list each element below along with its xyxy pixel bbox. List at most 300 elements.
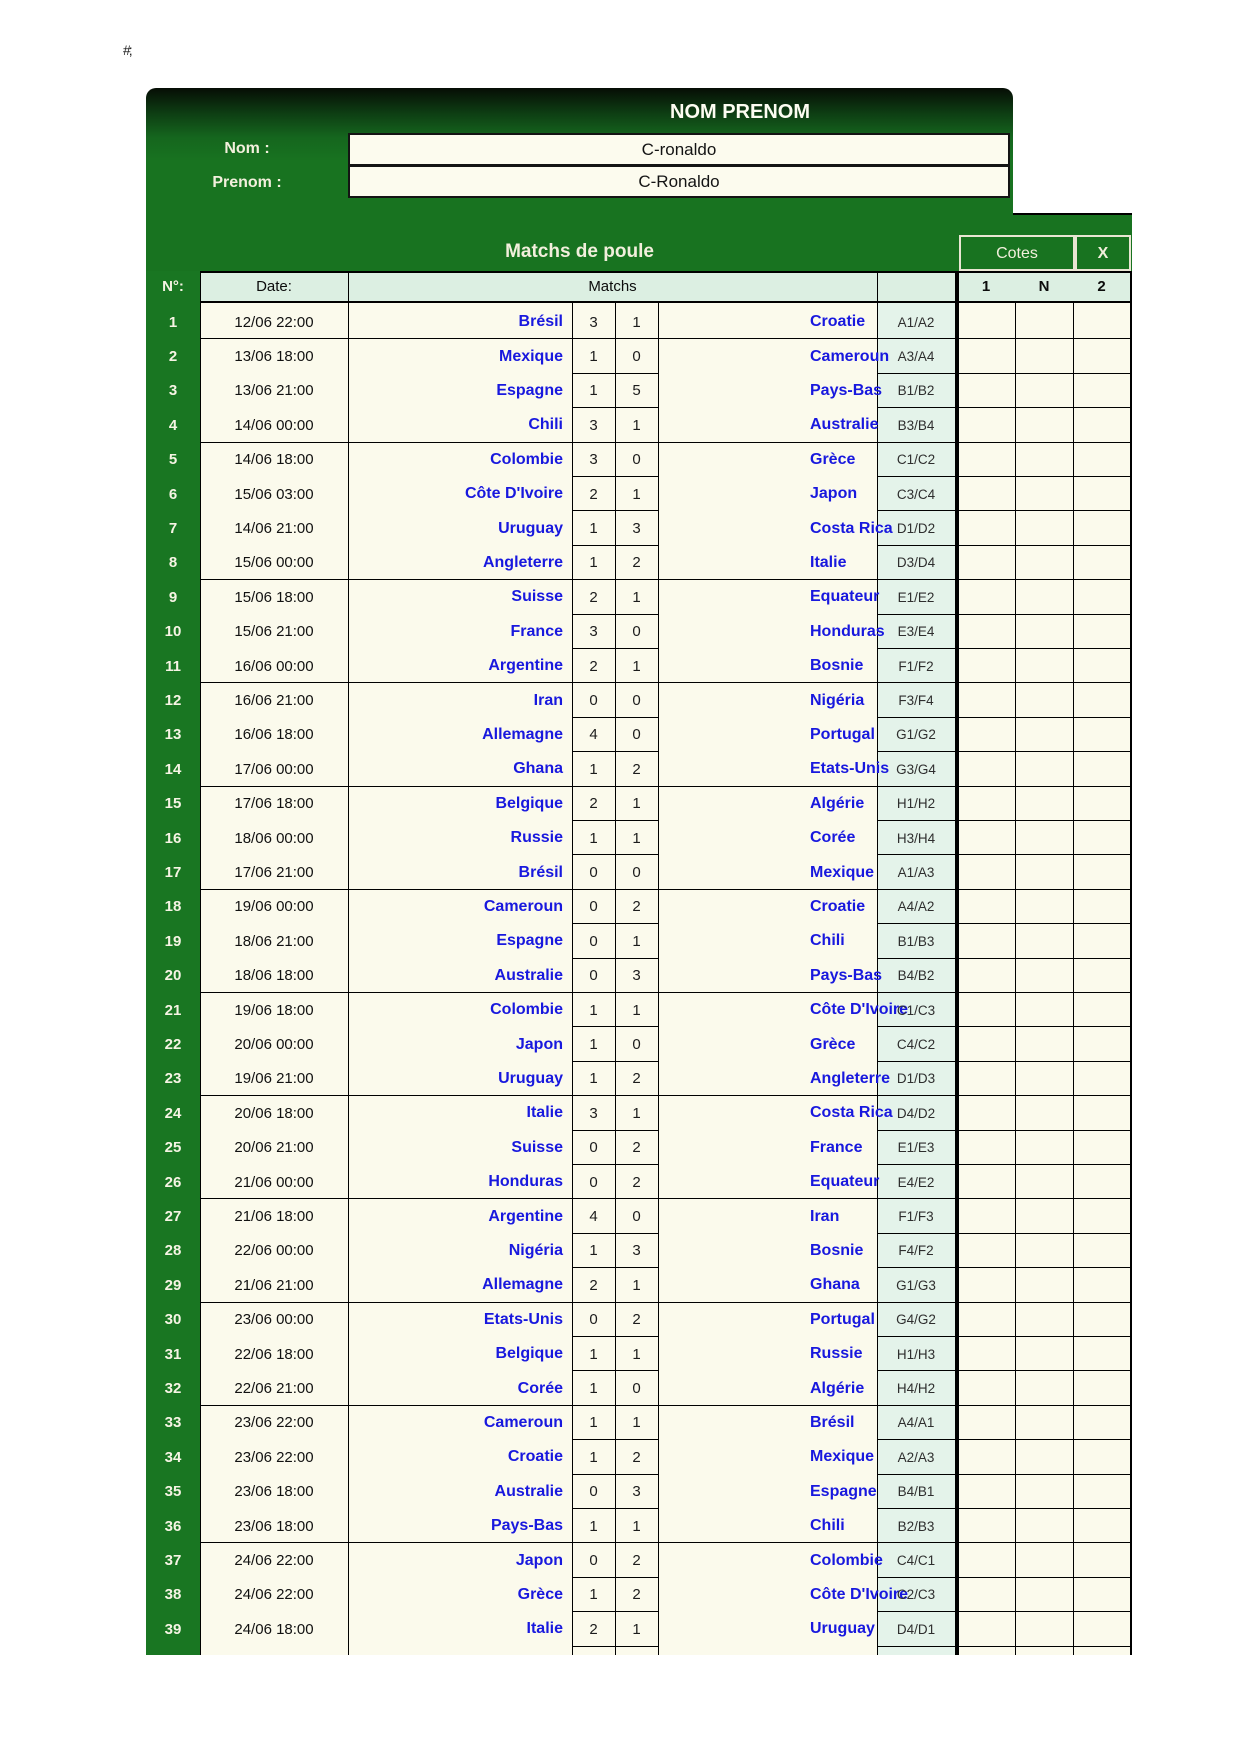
odds-cell-2[interactable]	[1073, 1165, 1130, 1199]
odds-cell-2[interactable]	[1073, 1303, 1130, 1337]
match-date: 22/06 21:00	[234, 1380, 314, 1398]
home-team: Suisse	[511, 1138, 563, 1156]
away-score: 0	[632, 1208, 641, 1226]
home-score: 1	[589, 1001, 598, 1019]
odds-cell-n[interactable]	[1015, 580, 1073, 614]
odds-cell-2[interactable]	[1073, 1234, 1130, 1268]
match-date: 16/06 00:00	[234, 657, 314, 675]
match-date: 15/06 03:00	[234, 485, 314, 503]
table-row	[146, 649, 1132, 683]
match-date: 19/06 00:00	[234, 898, 314, 916]
odds-cell-1[interactable]	[959, 1406, 1015, 1440]
home-score: 2	[589, 795, 598, 813]
table-row	[146, 546, 1132, 580]
away-team: Grèce	[810, 1035, 856, 1053]
group-code: G3/G4	[896, 761, 936, 777]
away-team: Croatie	[810, 313, 866, 331]
odds-cell-n[interactable]	[1015, 649, 1073, 683]
odds-cell-1[interactable]	[959, 1303, 1015, 1337]
header-odds-1: 1	[981, 278, 991, 295]
away-score: 1	[632, 1345, 641, 1363]
match-number: 38	[164, 1586, 182, 1604]
match-number: 4	[168, 416, 178, 434]
match-number: 3	[168, 382, 178, 400]
home-score: 1	[589, 1242, 598, 1260]
group-code: C1/C2	[896, 452, 936, 468]
odds-cell-n[interactable]	[1015, 1475, 1073, 1509]
match-date: 12/06 22:00	[234, 313, 314, 331]
odds-cell-1[interactable]	[959, 1543, 1015, 1577]
home-team: Etats-Unis	[483, 1310, 563, 1328]
home-team: Allemagne	[482, 1276, 563, 1294]
match-number: 32	[164, 1380, 182, 1398]
odds-cell-2[interactable]	[1073, 580, 1130, 614]
odds-cell-n[interactable]	[1015, 374, 1073, 408]
match-number: 9	[168, 588, 178, 606]
group-code: A1/A2	[897, 314, 935, 330]
odds-cell-1[interactable]	[959, 787, 1015, 821]
home-team: Japon	[515, 1551, 563, 1569]
match-number: 24	[164, 1104, 182, 1122]
odds-cell-1[interactable]	[959, 1337, 1015, 1371]
odds-cell-2[interactable]	[1073, 1406, 1130, 1440]
home-team: Cameroun	[483, 897, 563, 915]
odds-cell-1[interactable]	[959, 1440, 1015, 1474]
home-team: Brésil	[518, 863, 563, 881]
odds-cell-2[interactable]	[1073, 1578, 1130, 1612]
table-row	[146, 959, 1132, 993]
odds-cell-1[interactable]	[959, 1027, 1015, 1061]
away-team: Algérie	[810, 1379, 865, 1397]
odds-cell-2[interactable]	[1073, 1027, 1130, 1061]
table-row	[146, 1062, 1132, 1096]
table-row	[146, 718, 1132, 752]
prenom-input[interactable]: C-Ronaldo	[348, 165, 1010, 198]
odds-cell-n[interactable]	[1015, 1096, 1073, 1130]
odds-cell-n[interactable]	[1015, 1131, 1073, 1165]
home-team: Russie	[510, 829, 563, 847]
away-score: 0	[632, 1036, 641, 1054]
odds-cell-1[interactable]	[959, 683, 1015, 717]
odds-cell-n[interactable]	[1015, 1027, 1073, 1061]
group-code: B3/B4	[897, 417, 935, 433]
odds-cell-2[interactable]	[1073, 374, 1130, 408]
table-row	[146, 1475, 1132, 1509]
odds-cell-n[interactable]	[1015, 477, 1073, 511]
worksheet	[146, 88, 1132, 1655]
group-code: C4/C1	[896, 1553, 936, 1569]
home-score: 1	[589, 1036, 598, 1054]
match-date: 23/06 18:00	[234, 1517, 314, 1535]
odds-cell-2[interactable]	[1073, 1509, 1130, 1543]
table-row	[146, 821, 1132, 855]
home-team: Argentine	[488, 657, 563, 675]
match-date: 19/06 18:00	[234, 1001, 314, 1019]
odds-cell-2[interactable]	[1073, 993, 1130, 1027]
odds-cell-n[interactable]	[1015, 305, 1073, 339]
match-date: 18/06 00:00	[234, 829, 314, 847]
home-score: 3	[589, 1104, 598, 1122]
away-team: Cameroun	[810, 347, 890, 365]
odds-cell-n[interactable]	[1015, 1440, 1073, 1474]
away-team: Pays-Bas	[810, 381, 883, 399]
away-score: 0	[632, 864, 641, 882]
odds-cell-n[interactable]	[1015, 855, 1073, 889]
home-team: Australie	[494, 966, 563, 984]
match-number: 37	[164, 1552, 182, 1570]
table-row	[146, 1234, 1132, 1268]
group-code: D3/D4	[896, 555, 936, 571]
odds-cell-2[interactable]	[1073, 752, 1130, 786]
sheet-title: NOM PRENOM	[670, 101, 810, 123]
away-team: Bosnie	[810, 657, 864, 675]
odds-cell-n[interactable]	[1015, 1543, 1073, 1577]
odds-cell-n[interactable]	[1015, 993, 1073, 1027]
home-team: Colombie	[490, 450, 563, 468]
away-team: Etats-Unis	[810, 760, 890, 778]
odds-cell-1[interactable]	[959, 1234, 1015, 1268]
section-title: Matchs de poule	[505, 241, 654, 262]
match-date: 14/06 00:00	[234, 416, 314, 434]
away-score: 1	[632, 829, 641, 847]
odds-cell-2[interactable]	[1073, 787, 1130, 821]
odds-cell-1[interactable]	[959, 374, 1015, 408]
table-row	[146, 1337, 1132, 1371]
odds-cell-1[interactable]	[959, 959, 1015, 993]
group-code: H1/H2	[896, 796, 936, 812]
odds-cell-1[interactable]	[959, 615, 1015, 649]
odds-cell-n[interactable]	[1015, 1165, 1073, 1199]
away-team: Portugal	[810, 725, 875, 743]
odds-cell-2[interactable]	[1073, 546, 1130, 580]
group-code: F4/F2	[898, 1243, 934, 1259]
odds-cell-2[interactable]	[1073, 959, 1130, 993]
corner-mark: #;	[123, 42, 131, 58]
away-team: Mexique	[810, 1448, 875, 1466]
group-code: E3/E4	[897, 624, 935, 640]
away-score: 0	[632, 623, 641, 641]
match-date: 15/06 18:00	[234, 588, 314, 606]
odds-cell-1[interactable]	[959, 1199, 1015, 1233]
odds-cell-n[interactable]	[1015, 821, 1073, 855]
odds-cell-n[interactable]	[1015, 1199, 1073, 1233]
home-team: Allemagne	[482, 725, 563, 743]
away-score: 1	[632, 1001, 641, 1019]
odds-cell-n[interactable]	[1015, 1612, 1073, 1646]
match-number: 36	[164, 1517, 182, 1535]
group-code: B4/B2	[897, 968, 935, 984]
table-row	[146, 305, 1132, 339]
odds-cell-1[interactable]	[959, 1062, 1015, 1096]
match-number: 23	[164, 1070, 182, 1088]
home-score: 1	[589, 1070, 598, 1088]
odds-cell-2[interactable]	[1073, 855, 1130, 889]
home-team: Belgique	[495, 794, 563, 812]
home-team: Iran	[533, 691, 563, 709]
home-score: 1	[589, 1345, 598, 1363]
header-odds-2: 2	[1097, 278, 1106, 295]
odds-cell-1[interactable]	[959, 821, 1015, 855]
odds-cell-n[interactable]	[1015, 1406, 1073, 1440]
odds-cell-2[interactable]	[1073, 1543, 1130, 1577]
away-score: 2	[632, 554, 641, 572]
match-number: 29	[164, 1276, 182, 1294]
odds-cell-2[interactable]	[1073, 924, 1130, 958]
odds-cell-1[interactable]	[959, 1509, 1015, 1543]
odds-cell-2[interactable]	[1073, 1199, 1130, 1233]
away-team: Ghana	[810, 1276, 860, 1294]
group-code: G4/G2	[896, 1312, 936, 1328]
odds-cell-n[interactable]	[1015, 1337, 1073, 1371]
match-number: 6	[168, 485, 178, 503]
away-team: Brésil	[810, 1413, 855, 1431]
away-score: 1	[632, 1620, 641, 1638]
home-team: Italie	[526, 1104, 563, 1122]
home-team: Pays-Bas	[490, 1517, 563, 1535]
odds-cell-2[interactable]	[1073, 1096, 1130, 1130]
home-score: 0	[589, 1311, 598, 1329]
odds-cell-1[interactable]	[959, 718, 1015, 752]
odds-cell-1[interactable]	[959, 1371, 1015, 1405]
odds-cell-n[interactable]	[1015, 511, 1073, 545]
match-number: 14	[164, 760, 182, 778]
match-number: 27	[164, 1208, 182, 1226]
table-row	[146, 855, 1132, 889]
odds-cell-1[interactable]	[959, 511, 1015, 545]
match-number: 30	[164, 1311, 182, 1329]
match-number: 12	[164, 692, 182, 710]
table-row	[146, 993, 1132, 1027]
odds-cell-1[interactable]	[959, 752, 1015, 786]
match-date: 14/06 21:00	[234, 520, 314, 538]
away-team: Grèce	[810, 450, 856, 468]
away-team: Bosnie	[810, 1241, 864, 1259]
odds-cell-2[interactable]	[1073, 1131, 1130, 1165]
match-date: 18/06 18:00	[234, 967, 314, 985]
odds-cell-n[interactable]	[1015, 615, 1073, 649]
group-code: F1/F3	[898, 1209, 934, 1225]
match-date: 20/06 00:00	[234, 1036, 314, 1054]
odds-cell-1[interactable]	[959, 1165, 1015, 1199]
group-code: F1/F2	[898, 658, 934, 674]
odds-cell-1[interactable]	[959, 580, 1015, 614]
odds-cell-n[interactable]	[1015, 718, 1073, 752]
match-number: 11	[165, 657, 181, 675]
away-team: Corée	[810, 829, 856, 847]
home-team: Mexique	[498, 347, 563, 365]
match-number: 2	[168, 348, 178, 366]
odds-cell-n[interactable]	[1015, 443, 1073, 477]
away-team: Algérie	[810, 794, 865, 812]
odds-cell-1[interactable]	[959, 477, 1015, 511]
odds-cell-2[interactable]	[1073, 615, 1130, 649]
odds-cell-n[interactable]	[1015, 546, 1073, 580]
table-row	[146, 374, 1132, 408]
odds-cell-2[interactable]	[1073, 443, 1130, 477]
odds-cell-n[interactable]	[1015, 890, 1073, 924]
group-code: B4/B1	[897, 1484, 935, 1500]
odds-cell-1[interactable]	[959, 408, 1015, 442]
odds-cell-1[interactable]	[959, 339, 1015, 373]
match-number: 25	[164, 1139, 182, 1157]
home-score: 1	[589, 1414, 598, 1432]
odds-cell-n[interactable]	[1015, 787, 1073, 821]
odds-cell-1[interactable]	[959, 1578, 1015, 1612]
away-score: 3	[632, 1242, 641, 1260]
away-score: 3	[632, 520, 641, 538]
odds-cell-2[interactable]	[1073, 305, 1130, 339]
away-team: Colombie	[810, 1551, 883, 1569]
odds-cell-1[interactable]	[959, 890, 1015, 924]
away-team: Equateur	[810, 588, 880, 606]
table-row	[146, 1440, 1132, 1474]
odds-cell-n[interactable]	[1015, 408, 1073, 442]
group-code: A1/A3	[897, 865, 935, 881]
away-team: Honduras	[810, 622, 885, 640]
odds-cell-1[interactable]	[959, 305, 1015, 339]
group-code: D1/D3	[896, 1071, 936, 1087]
odds-cell-1[interactable]	[959, 546, 1015, 580]
odds-cell-n[interactable]	[1015, 1062, 1073, 1096]
match-date: 23/06 00:00	[234, 1311, 314, 1329]
match-number: 1	[168, 313, 178, 331]
home-score: 1	[589, 554, 598, 572]
home-score: 0	[589, 864, 598, 882]
odds-cell-2[interactable]	[1073, 339, 1130, 373]
away-score: 0	[632, 451, 641, 469]
odds-cell-n[interactable]	[1015, 1303, 1073, 1337]
away-score: 2	[632, 1139, 641, 1157]
odds-cell-n[interactable]	[1015, 752, 1073, 786]
row-border	[572, 1646, 658, 1647]
odds-cell-2[interactable]	[1073, 683, 1130, 717]
away-score: 1	[632, 932, 641, 950]
away-score: 0	[632, 348, 641, 366]
table-row	[146, 1543, 1132, 1577]
home-team: Angleterre	[482, 553, 563, 571]
odds-cell-2[interactable]	[1073, 1337, 1130, 1371]
odds-cell-2[interactable]	[1073, 890, 1130, 924]
away-team: Iran	[810, 1207, 840, 1225]
odds-cell-1[interactable]	[959, 1096, 1015, 1130]
away-score: 2	[632, 1552, 641, 1570]
away-team: Mexique	[810, 863, 875, 881]
group-code: D1/D2	[896, 521, 936, 537]
prenom-label: Prenom :	[212, 174, 282, 191]
odds-cell-1[interactable]	[959, 924, 1015, 958]
match-number: 39	[164, 1620, 182, 1638]
match-number: 31	[164, 1345, 182, 1363]
odds-cell-1[interactable]	[959, 649, 1015, 683]
home-score: 0	[589, 1139, 598, 1157]
home-score: 2	[589, 657, 598, 675]
header-date: Date:	[256, 278, 292, 295]
odds-cell-n[interactable]	[1015, 1371, 1073, 1405]
table-row	[146, 1612, 1132, 1646]
home-score: 3	[589, 416, 598, 434]
away-team: Japon	[810, 485, 858, 503]
group-code: A3/A4	[897, 349, 935, 365]
away-score: 2	[632, 1586, 641, 1604]
table-row	[146, 1268, 1132, 1302]
odds-cell-1[interactable]	[959, 443, 1015, 477]
home-team: Argentine	[488, 1207, 563, 1225]
odds-cell-2[interactable]	[1073, 477, 1130, 511]
odds-cell-2[interactable]	[1073, 649, 1130, 683]
match-date: 19/06 21:00	[234, 1070, 314, 1088]
home-score: 2	[589, 588, 598, 606]
odds-cell-1[interactable]	[959, 1475, 1015, 1509]
odds-cell-1[interactable]	[959, 855, 1015, 889]
home-team: Espagne	[496, 381, 563, 399]
home-team: Chili	[528, 416, 563, 434]
odds-cell-2[interactable]	[1073, 1268, 1130, 1302]
group-code: B1/B3	[897, 933, 935, 949]
table-row	[146, 1509, 1132, 1543]
away-team: Croatie	[810, 897, 866, 915]
odds-cell-2[interactable]	[1073, 1475, 1130, 1509]
match-number: 8	[168, 554, 178, 572]
home-score: 1	[589, 1380, 598, 1398]
match-number: 17	[164, 864, 182, 882]
match-number: 21	[164, 1001, 182, 1019]
away-team: Pays-Bas	[810, 966, 883, 984]
odds-cell-n[interactable]	[1015, 1509, 1073, 1543]
match-date: 15/06 00:00	[234, 554, 314, 572]
group-code: H1/H3	[896, 1346, 936, 1362]
odds-cell-1[interactable]	[959, 1268, 1015, 1302]
match-date: 14/06 18:00	[234, 451, 314, 469]
odds-cell-2[interactable]	[1073, 821, 1130, 855]
match-date: 16/06 21:00	[234, 692, 314, 710]
home-team: France	[510, 622, 563, 640]
odds-cell-n[interactable]	[1015, 924, 1073, 958]
away-score: 3	[632, 967, 641, 985]
home-team: Espagne	[496, 932, 563, 950]
odds-cell-2[interactable]	[1073, 1371, 1130, 1405]
odds-cell-1[interactable]	[959, 993, 1015, 1027]
home-score: 1	[589, 1517, 598, 1535]
group-code: D4/D2	[896, 1105, 936, 1121]
home-score: 1	[589, 829, 598, 847]
odds-cell-1[interactable]	[959, 1612, 1015, 1646]
odds-cell-n[interactable]	[1015, 959, 1073, 993]
home-score: 3	[589, 313, 598, 331]
odds-cell-n[interactable]	[1015, 683, 1073, 717]
nom-input[interactable]: C-ronaldo	[348, 133, 1010, 166]
odds-cell-n[interactable]	[1015, 339, 1073, 373]
table-row	[146, 339, 1132, 373]
odds-cell-n[interactable]	[1015, 1268, 1073, 1302]
odds-cell-n[interactable]	[1015, 1578, 1073, 1612]
odds-cell-2[interactable]	[1073, 1612, 1130, 1646]
group-code: B1/B2	[897, 383, 935, 399]
table-row	[146, 1027, 1132, 1061]
odds-cell-2[interactable]	[1073, 1440, 1130, 1474]
home-score: 0	[589, 1173, 598, 1191]
odds-cell-1[interactable]	[959, 1131, 1015, 1165]
away-score: 5	[632, 382, 641, 400]
odds-cell-2[interactable]	[1073, 718, 1130, 752]
odds-cell-n[interactable]	[1015, 1234, 1073, 1268]
group-code: G1/G2	[896, 727, 936, 743]
x-header: X	[1075, 235, 1131, 271]
odds-cell-2[interactable]	[1073, 1062, 1130, 1096]
table-row	[146, 408, 1132, 442]
odds-cell-2[interactable]	[1073, 408, 1130, 442]
odds-cell-2[interactable]	[1073, 511, 1130, 545]
home-score: 1	[589, 1586, 598, 1604]
